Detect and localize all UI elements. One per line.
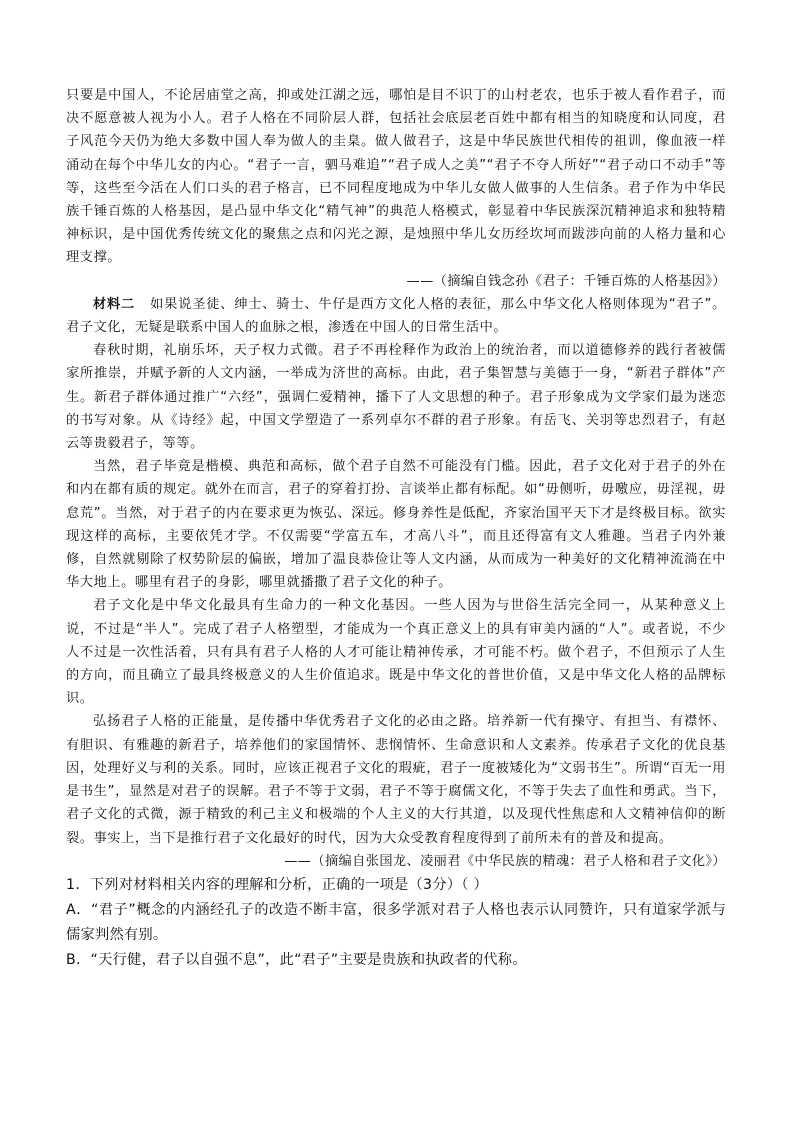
material1-paragraph: 只要是中国人，不论居庙堂之高，抑或处江湖之远，哪怕是目不识丁的山村老农，也乐于被人看作君子，而决不愿意被人视为小人。君子人格在不同阶层人群，包括社会底层老百姓中都有相当的知晓度和认同度，君子风范今天仍为绝大多数中国人奉为做人的圭臬。做人做君子，这是中华民族世代相传的祖训，像血液一样涌动在每个中华儿女的内心。“君子一言，驷马难追”“君子成人之美”“君子不夺人所好”“君子动口不动手”等等，这些至今活在人们口头的君子格言，已不同程度地成为中华儿女做人做事的人生信条。君子作为中华民族千锤百炼的人格基因，是凸显中华文化“精气神”的典范人格模式，彰显着中华民族深沉精神追求和独特精神标识，是中国优秀传统文化的聚焦之点和闪光之源，是烛照中华儿女历经坎坷而跋涉向前的人格力量和心理支撑。 [66,88,726,266]
question-1-stem: 1．下列对材料相关内容的理解和分析，正确的一项是（3分）（ ） [66,876,489,893]
material1-source: ——（摘编自钱念孙《君子：千锤百炼的人格基因》） [406,273,726,289]
material2-paragraph-3: 当然，君子毕竟是楷模、典范和高标，做个君子自然不可能没有门槛。因此，君子文化对于君子的外在和内在都有质的规定。就外在而言，君子的穿着打扮、言谈举止都有标配。如“毋侧听，毋噭应，毋淫视，毋怠荒”。当然，对于君子的内在要求更为恢弘、深远。修身养性是低配，齐家治国平天下才是终极目标。欲实现这样的高标，主要依凭才学。不仅需要“学富五车，才高八斗”，而且还得富有文人雅趣。当君子内外兼修，自然就剔除了权势阶层的偏嵌，增加了温良恭俭让等人文内涵，从而成为一种美好的文化精神流淌在中华大地上。哪里有君子的身影，哪里就播撒了君子文化的种子。 [66,459,726,591]
material2-paragraph-2: 春秋时期，礼崩乐坏，天子权力式微。君子不再栓释作为政治上的统治者，而以道德修养的践行者被儒家所推崇，并赋予新的人文内涵，一举成为济世的高标。由此，君子集智慧与美德于一身，“新君子群体”产生。新君子群体通过推广“六经”，强调仁爱精神，播下了人文思想的种子。君子形象成为文学家们最为迷恋的书写对象。从《诗经》起，中国文学塑造了一系列卓尔不群的君子形象。有岳飞、关羽等忠烈君子，有赵云等贵毅君子，等等。 [66,343,726,452]
question-1-option-b[interactable]: B．“天行健，君子以自强不息”，此“君子”主要是贵族和执政者的代称。 [66,951,527,968]
document-page [66,84,726,973]
material2-source: ——（摘编自张国龙、凌丽君《中华民族的精魂：君子人格和君子文化》） [284,853,726,869]
material2-paragraph-1 [66,293,726,339]
material2-label: 材料二 [93,296,136,312]
material2-paragraph-5: 弘扬君子人格的正能量，是传播中华优秀君子文化的必由之路。培养新一代有操守、有担当、有襟怀、有胆识、有雅趣的新君子，培养他们的家国情怀、悲悯情怀、生命意识和人文素养。传承君子文化的优良基因，处理好义与利的关系。同时，应该正视君子文化的瑕疵，君子一度被矮化为“文弱书生”。所谓“百无一用是书生”，显然是对君子的误解。君子不等于文弱，君子不等于腐儒文化，不等于失去了血性和勇武。当下，君子文化的式微，源于精致的利己主义和极端的个人主义的大行其道，以及现代性焦虑和人文精神信仰的断裂。事实上，当下是推行君子文化最好的时代，因为大众受教育程度得到了前所未有的普及和提高。 [66,714,726,846]
material2-p1-text: 如果说圣徒、绅士、骑士、牛仔是西方文化人格的表征，那么中华文化人格则体现为“君子”。君子文化，无疑是联系中国人的血脉之根，渗透在中国人的日常生活中。 [66,296,726,336]
question-1-option-a[interactable]: A．“君子”概念的内涵经孔子的改造不断丰富，很多学派对君子人格也表示认同赞许，只有道家学派与儒家判然有别。 [66,901,726,943]
material2-paragraph-4: 君子文化是中华文化最具有生命力的一种文化基因。一些人因为与世俗生活完全同一，从某种意义上说，不过是“半人”。完成了君子人格塑型，才能成为一个真正意义上的具有审美内涵的“人”。或者说，不少人不过是一次性活着，只有具有君子人格的人才可能让精神传承，才可能不朽。做个君子，不但预示了人生的方向，而且确立了最具终极意义的人生价值追求。既是中华文化的普世价值，又是中华文化人格的品牌标识。 [66,598,726,707]
